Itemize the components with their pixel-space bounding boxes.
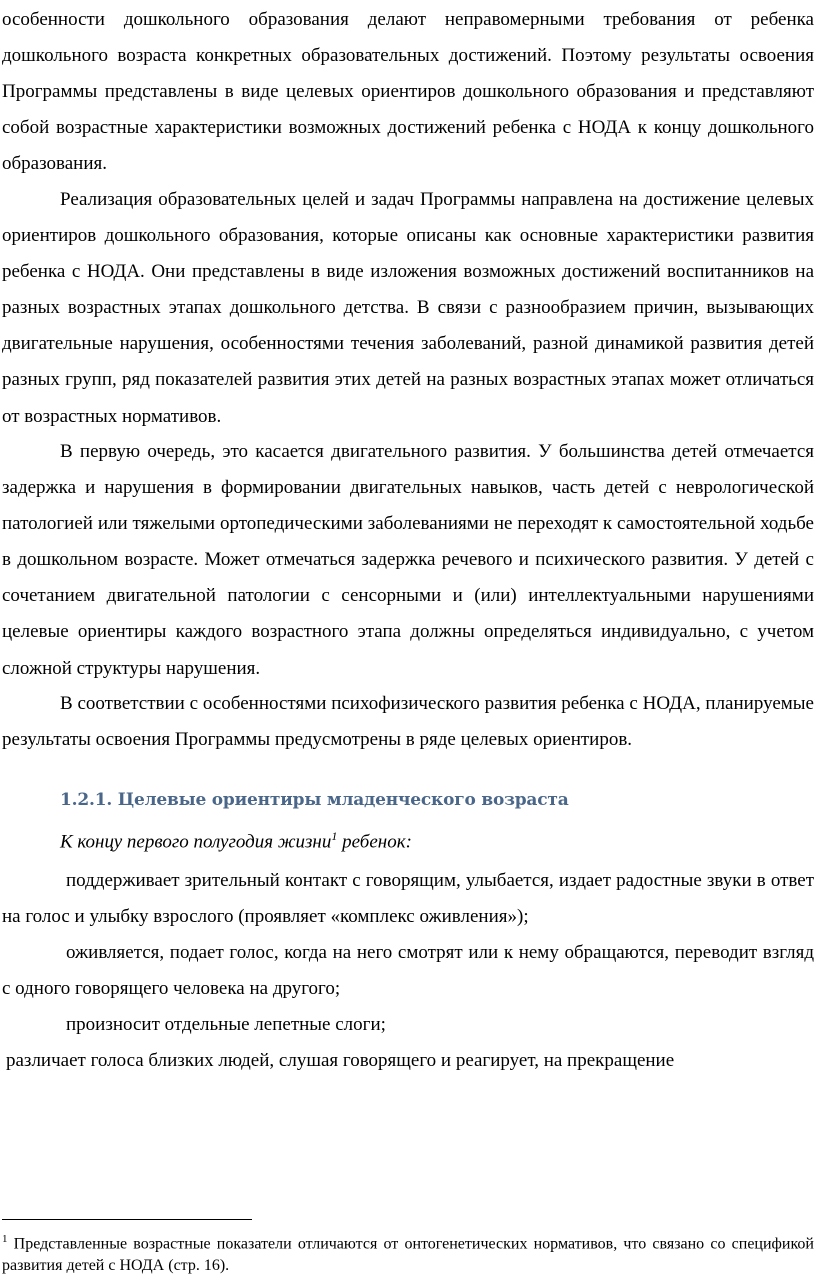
list-item: поддерживает зрительный контакт с говорящим, улыбается, издает радостные звуки в ответ на голос и улыбку взрослого (проявляет «комплекс оживления»); [2,870,814,928]
section-subheading [60,829,412,853]
paragraph-implementation: Реализация образовательных целей и задач Программы направлена на достижение целевых ориентиров дошкольного образования, которые описаны как основные характеристики развития ребенка с НОДА. Они представлены в виде изложения возможных достижений воспитанников на разных возрастных этапах дошкольного детства. В связи с разнообразием причин, вызывающих двигательные нарушения, особенностями течения заболеваний, разной динамикой развития детей разных групп, ряд показателей развития этих детей на разных возрастных этапах может отличаться от возрастных нормативов. [2,189,814,427]
list-item: оживляется, подает голос, когда на него смотрят или к нему обращаются, переводит взгляд с одного говорящего человека на другого; [2,942,814,1000]
footnote-reference: 1 [331,829,338,843]
paragraph-planned-results: В соответствии с особенностями психофизического развития ребенка с НОДА, планируемые результаты освоения Программы предусмотрены в ряде целевых ориентиров. [2,693,814,751]
footnote [2,1228,814,1277]
paragraph-motor-development: В первую очередь, это касается двигательного развития. У большинства детей отмечается задержка и нарушения в формировании двигательных навыков, часть детей с неврологической патологией или тяжелыми ортопедическими заболеваниями не переходят к самостоятельной ходьбе в дошкольном возрасте. Может отмечаться задержка речевого и психического развития. У детей с сочетанием двигательной патологии с сенсорными и (или) интеллектуальными нарушениями целевые ориентиры каждого возрастного этапа должны определяться индивидуально, с учетом сложной структуры нарушения. [2,441,814,679]
subheading-tail: ребенок: [337,831,412,853]
list-item: различает голоса близких людей, слушая говорящего и реагирует, на прекращение [6,1050,675,1071]
footnote-marker: 1 [2,1233,8,1245]
footnote-text: Представленные возрастные показатели отличаются от онтогенетических нормативов, что связано со спецификой развития детей с НОДА (стр. 16). [2,1235,814,1275]
footnote-separator [2,1219,252,1220]
paragraph-continuation: особенности дошкольного образования делают неправомерными требования от ребенка дошкольного возраста конкретных образовательных достижений. Поэтому результаты освоения Программы представлены в виде целевых ориентиров дошкольного образования и представляют собой возрастные характеристики возможных достижений ребенка с НОДА к концу дошкольного образования. [2,9,814,175]
subheading-text: К концу первого полугодия жизни [60,831,332,853]
list-item: произносит отдельные лепетные слоги; [66,1014,386,1035]
section-heading: 1.2.1. Целевые ориентиры младенческого возраста [60,790,569,810]
